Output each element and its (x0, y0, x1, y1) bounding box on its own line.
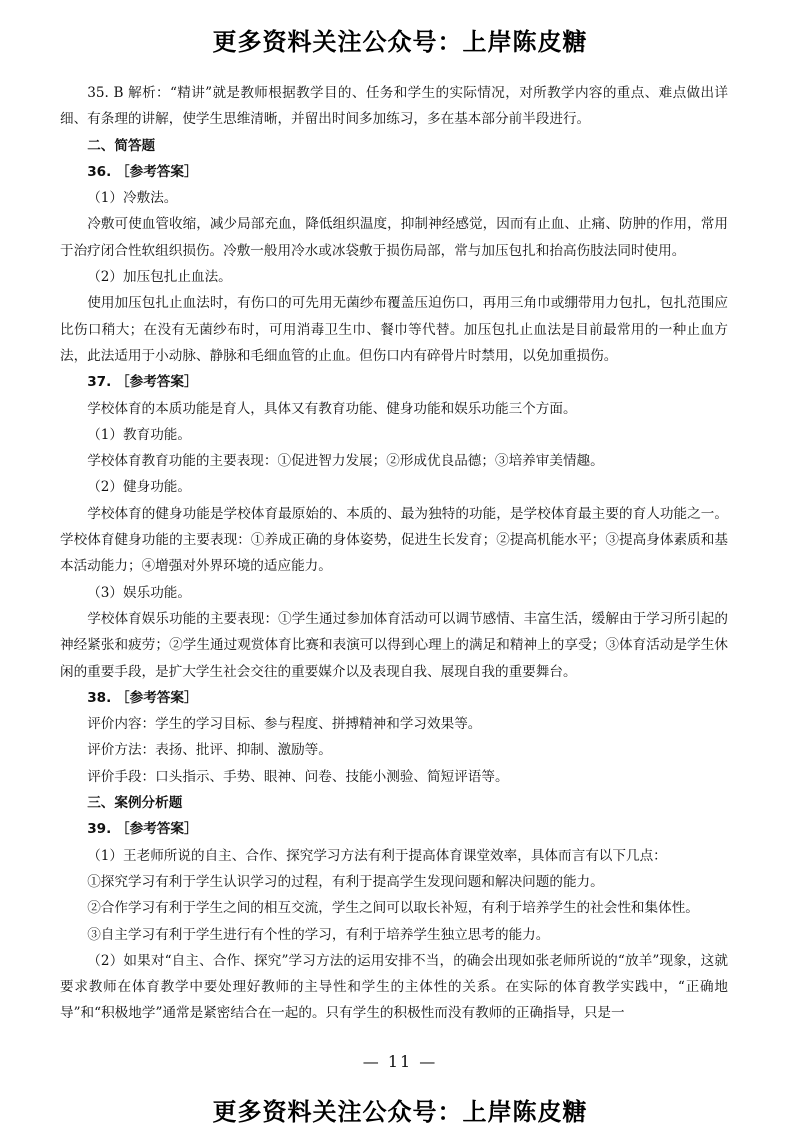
answer-paragraph: 学校体育的健身功能是学校体育最原始的、本质的、最为独特的功能，是学校体育最主要的育人功能之一。学校体育健身功能的主要表现：①养成正确的身体姿势，促进生长发育；②提高机能水平；③提高身体素质和基本活动能力；④增强对外界环境的适应能力。 (60, 505, 728, 575)
header-banner: 更多资料关注公众号：上岸陈皮糖 (212, 28, 588, 56)
answer-paragraph: 学校体育教育功能的主要表现：①促进智力发展；②形成优良品德；③培养审美情趣。 (87, 453, 604, 470)
answer-paragraph: 评价方法：表扬、批评、抑制、激励等。 (87, 742, 332, 759)
answer-paragraph: （2）如果对“自主、合作、探究”学习方法的运用安排不当，的确会出现如张老师所说的“放羊”现象，这就要求教师在体育教学中要处理好教师的主导性和学生的主体性的关系。在实际的体育教学实践中，“正确地导”和“积极地学”通常是紧密结合在一起的。只有学生的积极性而没有教师的正确指导，只是一 (60, 952, 728, 1022)
answer-paragraph: 学校体育的本质功能是育人，具体又有教育功能、健身功能和娱乐功能三个方面。 (87, 400, 577, 417)
answer-paragraph: 35. B 解析：“精讲”就是教师根据教学目的、任务和学生的实际情况，对所教学内容的重点、难点做出详细、有条理的讲解，使学生思维清晰，并留出时间多加练习，多在基本部分前半段进行。 (60, 85, 728, 128)
answer-paragraph: 学校体育娱乐功能的主要表现：①学生通过参加体育活动可以调节感情、丰富生活，缓解由于学习所引起的神经紧张和疲劳；②学生通过观赏体育比赛和表演可以得到心理上的满足和精神上的享受；③体育活动是学生休闲的重要手段，是扩大学生社会交往的重要媒介以及表现自我、展现自我的重要舞台。 (60, 610, 728, 680)
answer-paragraph: （1）王老师所说的自主、合作、探究学习方法有利于提高体育课堂效率，具体而言有以下几点： (87, 847, 667, 864)
answer-paragraph: （3）娱乐功能。 (87, 584, 191, 601)
section-heading: 36. ［参考答案］ (87, 163, 198, 180)
answer-paragraph: （1）冷敷法。 (87, 190, 178, 207)
answer-paragraph: （1）教育功能。 (87, 426, 191, 443)
answer-text-body (60, 80, 728, 1027)
answer-paragraph: （2）健身功能。 (87, 479, 191, 496)
answer-paragraph: 评价内容：学生的学习目标、参与程度、拼搏精神和学习效果等。 (87, 716, 482, 733)
answer-paragraph: ③自主学习有利于学生进行有个性的学习，有利于培养学生独立思考的能力。 (87, 926, 550, 943)
answer-paragraph: ①探究学习有利于学生认识学习的过程，有利于提高学生发现问题和解决问题的能力。 (87, 873, 604, 890)
answer-paragraph: ②合作学习有利于学生之间的相互交流，学生之间可以取长补短，有利于培养学生的社会性和集体性。 (87, 900, 699, 917)
section-heading: 37. ［参考答案］ (87, 374, 198, 391)
section-heading: 三、案例分析题 (87, 795, 183, 812)
footer-banner: 更多资料关注公众号：上岸陈皮糖 (212, 1098, 588, 1126)
section-heading: 38. ［参考答案］ (87, 689, 198, 706)
answer-paragraph: 冷敷可使血管收缩，减少局部充血，降低组织温度，抑制神经感觉，因而有止血、止痛、防肿的作用，常用于治疗闭合性软组织损伤。冷敷一般用冷水或冰袋敷于损伤局部，常与加压包扎和抬高伤肢法同时使用。 (60, 216, 728, 259)
page-number: — 11 — (362, 1052, 438, 1071)
answer-paragraph: 评价手段：口头指示、手势、眼神、问卷、技能小测验、简短评语等。 (87, 768, 509, 785)
section-heading: 二、简答题 (87, 137, 156, 154)
section-heading: 39. ［参考答案］ (87, 821, 198, 838)
answer-paragraph: 使用加压包扎止血法时，有伤口的可先用无菌纱布覆盖压迫伤口，再用三角巾或绷带用力包扎，包扎范围应比伤口稍大；在没有无菌纱布时，可用消毒卫生巾、餐巾等代替。加压包扎止血法是目前最常用的一种止血方法，此法适用于小动脉、静脉和毛细血管的止血。但伤口内有碎骨片时禁用，以免加重损伤。 (60, 295, 728, 364)
answer-paragraph: （2）加压包扎止血法。 (87, 269, 232, 286)
